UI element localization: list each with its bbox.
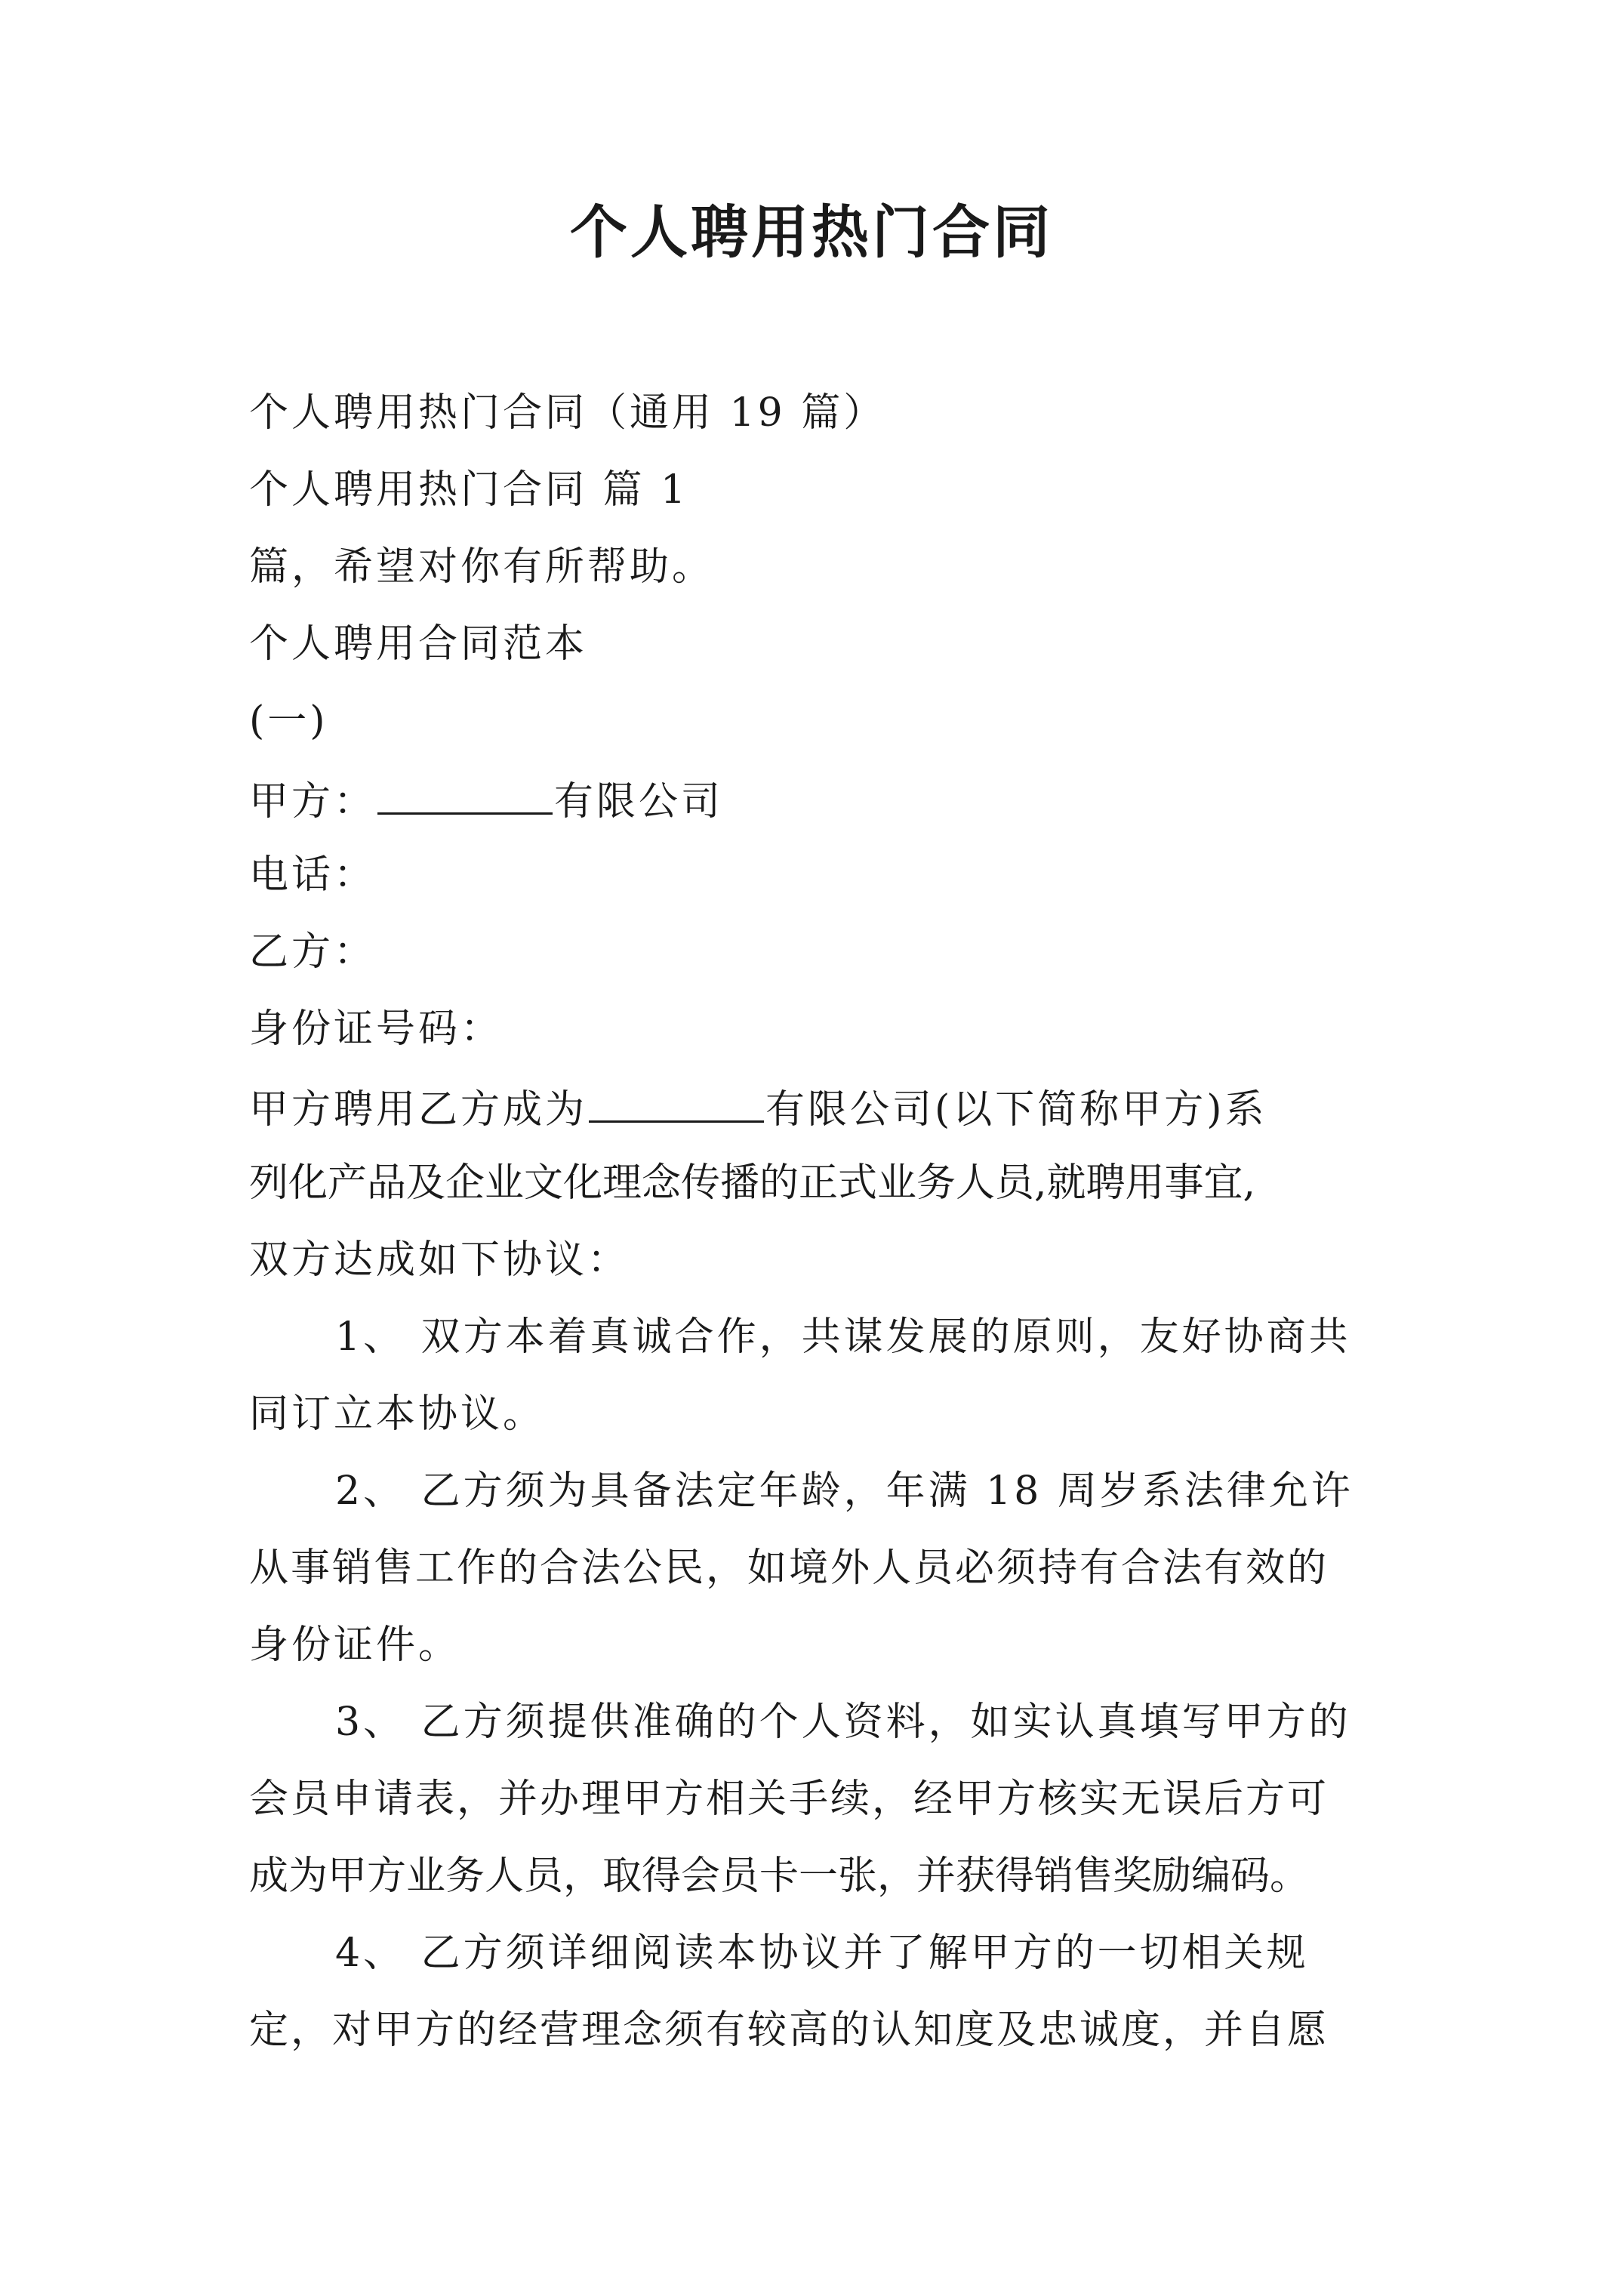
section-heading: 个人聘用热门合同 篇 1 [249,467,689,513]
preamble-part1: 甲方聘用乙方成为 [249,1087,588,1133]
clause-2-line-3: 身份证件。 [249,1623,461,1668]
clause-4-line-1: 4、 乙方须详细阅读本协议并了解甲方的一切相关规 [335,1931,1309,1976]
party-a-line [249,772,723,828]
document-title: 个人聘用热门合同 [570,199,1053,266]
clause-1-line-2: 同订立本协议。 [249,1391,546,1437]
intro-text: 篇，希望对你有所帮助。 [249,544,715,590]
preamble-line-3: 双方达成如下协议： [249,1237,630,1283]
preamble-line-1 [249,1080,1267,1136]
clause-1-line-1: 1、 双方本着真诚合作，共谋发展的原则，友好协商共 [335,1314,1351,1360]
party-a-blank [377,772,553,815]
preamble-line-2: 列化产品及企业文化理念传播的正式业务人员,就聘用事宜, [249,1160,1256,1206]
company-blank [589,1080,764,1123]
party-a-suffix: 有限公司 [554,779,724,824]
preamble-part2: 有限公司(以下简称甲方)系 [765,1087,1267,1133]
clause-3-line-3: 成为甲方业务人员，取得会员卡一张，并获得销售奖励编码。 [249,1854,1310,1899]
id-label: 身份证号码： [249,1006,504,1052]
document-subtitle: 个人聘用热门合同（通用 19 篇） [249,390,886,436]
party-b-label: 乙方： [249,929,377,975]
clause-2-line-2: 从事销售工作的合法公民，如境外人员必须持有合法有效的 [249,1546,1329,1591]
clause-2-line-1: 2、 乙方须为具备法定年龄，年满 18 周岁系法律允许 [335,1469,1354,1514]
phone-label: 电话： [249,852,377,898]
part-number: (一) [249,698,328,744]
clause-4-line-2: 定，对甲方的经营理念须有较高的认知度及忠诚度，并自愿 [249,2008,1329,2053]
party-a-label: 甲方： [249,779,377,824]
clause-3-line-1: 3、 乙方须提供准确的个人资料，如实认真填写甲方的 [335,1700,1351,1745]
sample-title: 个人聘用合同范本 [249,621,588,667]
clause-3-line-2: 会员申请表，并办理甲方相关手续，经甲方核实无误后方可 [249,1777,1329,1822]
